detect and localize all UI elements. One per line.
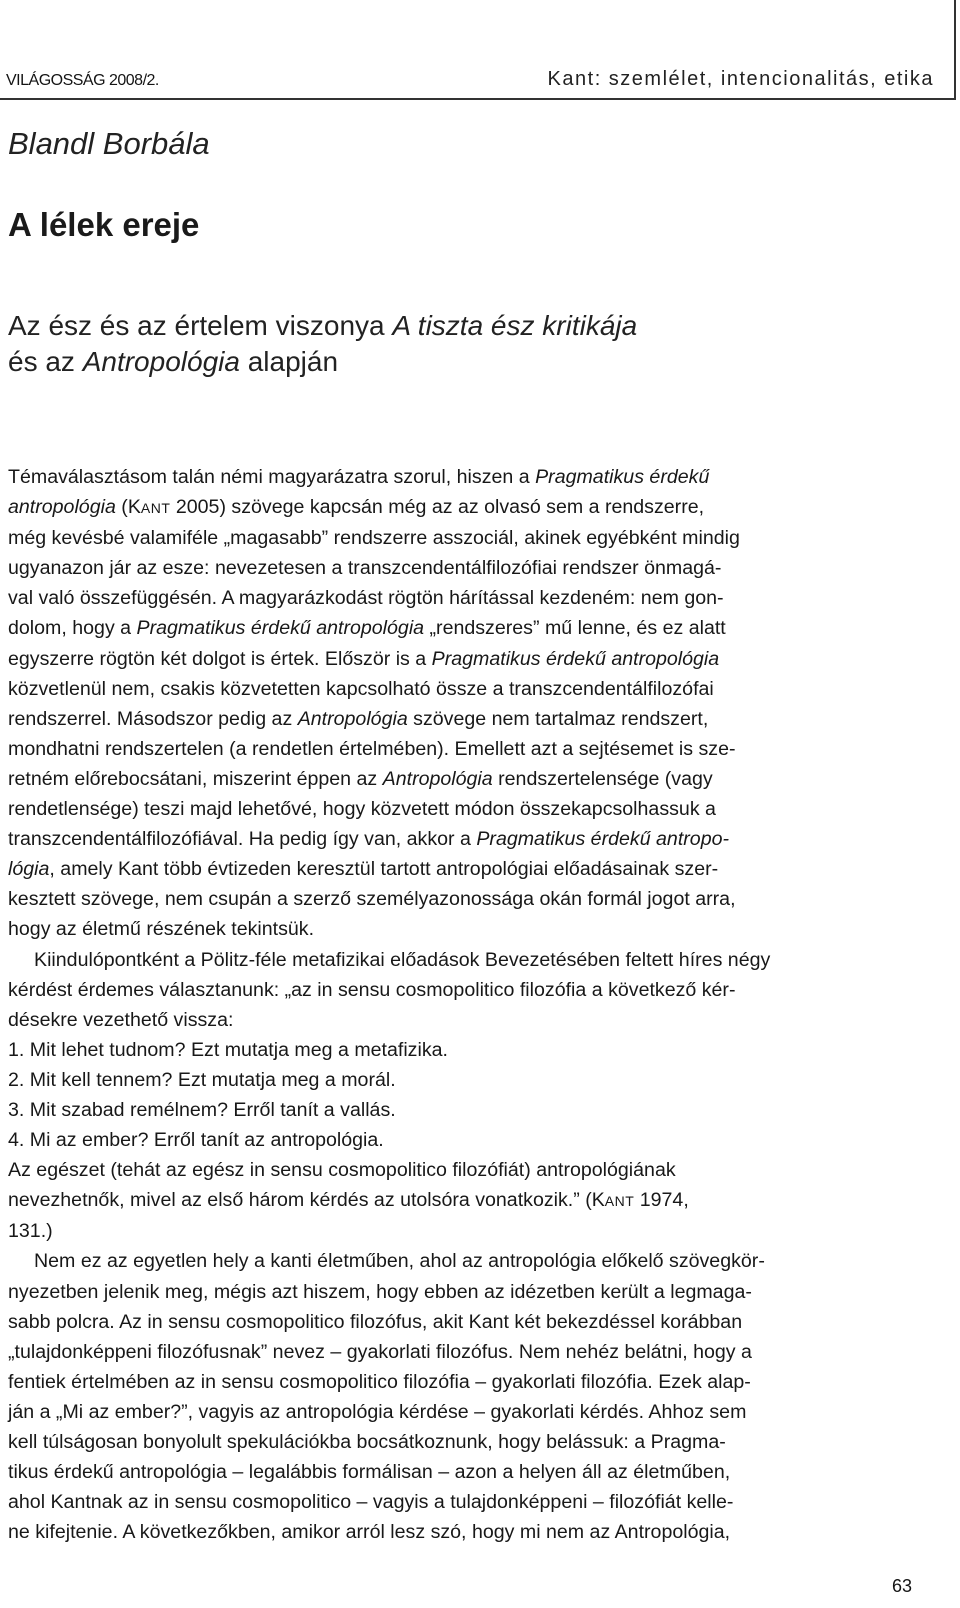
journal-issue: VILÁGOSSÁG 2008/2. bbox=[6, 72, 159, 89]
article-title: A lélek ereje bbox=[8, 206, 200, 243]
header-frame bbox=[0, 0, 956, 100]
header-corner-rule bbox=[954, 0, 956, 100]
paragraph-3: Nem ez az egyetlen hely a kanti életműben, ahol az antropológia előkelő szövegkör- nyezetben jelenik meg, mégis azt hiszem, hogy ebben az idézetben került a legmaga- sabb polcra. Az in sensu cosmopolitico filozófus, akit Kant két bekezdéssel korábban „tulajdonképpeni filozófusnak” nevez – gyakorlati filozófus. Nem nehéz belátni, hogy a fentiek értelmében az in sensu cosmopolitico filozófia – gyakorlati filozófia. Ezek alap- ján a „Mi az ember?”, vagyis az antropológia kérdése – gyakorlati kérdés. Ahhoz sem kell túlságosan bonyolult spekulációkba bocsátkoznunk, hogy belássuk: a Pragma- tikus érdekű antropológia – legalábbis formálisan – azon a helyen áll az életműben, ahol Kantnak az in sensu cosmopolitico – vagyis a tulajdonképpeni – filozófiát kelle- ne kifejtenie. A következőkben, amikor arról lesz szó, hogy mi nem az Antropológia, bbox=[8, 1250, 765, 1544]
question-list bbox=[8, 1035, 908, 1155]
article-author: Blandl Borbála bbox=[8, 126, 210, 161]
article-body bbox=[8, 462, 908, 1547]
page-number: 63 bbox=[891, 1576, 912, 1596]
question-item: 1. Mit lehet tudnom? Ezt mutatja meg a metafizika. bbox=[8, 1038, 448, 1061]
article-subtitle: Az ész és az értelem viszonya A tiszta ész kritikája és az Antropológia alapján bbox=[8, 310, 638, 377]
paragraph-1: Témaválasztásom talán némi magyarázatra szorul, hiszen a Pragmatikus érdekű antropológia (KANT 2005) szövege kapcsán még az az olvasó sem a rendszerre, még kevésbé valamiféle „magasabb” rendszerre asszociál, akinek egyébként mindig ugyanazon jár az esze: nevezetesen a transzcendentálfilozófiai rendszer önmagá- val való összefüggésén. A magyarázkodást rögtön hárítással kezdeném: nem gon- dolom, hogy a Pragmatikus érdekű antropológia „rendszeres” mű lenne, és ez alatt egyszerre rögtön két dolgot is értek. Először is a Pragmatikus érdekű antropológia közvetlenül nem, csakis közvetetten kapcsolható össze a transzcendentálfilozófai rendszerrel. Másodszor pedig az Antropológia szövege nem tartalmaz rendszert, mondhatni rendszertelen (a rendetlen értelmében). Emellett azt a sejtésemet is sze- retném előrebocsátani, miszerint éppen az Antropológia rendszertelensége (vagy rendetlensége) teszi majd lehetővé, hogy közvetett módon összekapcsolhassuk a transzcendentálfilozófiával. Ha pedig így van, akkor a Pragmatikus érdekű antropo- lógia, amely Kant több évtizeden keresztül tartott antropológiai előadásainak szer- kesztett szövege, nem csupán a szerző személyazonossága okán formál jogot arra, hogy az életmű részének tekintsük. bbox=[8, 466, 740, 941]
thematic-section: Kant: szemlélet, intencionalitás, etika bbox=[547, 68, 934, 90]
header-rule bbox=[0, 98, 956, 100]
question-item: 2. Mit kell tennem? Ezt mutatja meg a morál. bbox=[8, 1068, 396, 1091]
question-item: 4. Mi az ember? Erről tanít az antropológia. bbox=[8, 1129, 384, 1152]
question-item: 3. Mit szabad remélnem? Erről tanít a vallás. bbox=[8, 1098, 396, 1121]
paragraph-2: Kiindulópontként a Pölitz-féle metafizikai előadások Bevezetésében feltett híres négy kérdést érdemes választanunk: „az in sensu cosmopolitico filozófia a következő kér- désekre vezethető vissza: bbox=[8, 948, 771, 1031]
quote-conclusion: Az egészet (tehát az egész in sensu cosmopolitico filozófiát) antropológiának nevezhetnők, mivel az első három kérdés az utolsóra vonatkozik.” (KANT 1974, 131.) bbox=[8, 1159, 689, 1243]
